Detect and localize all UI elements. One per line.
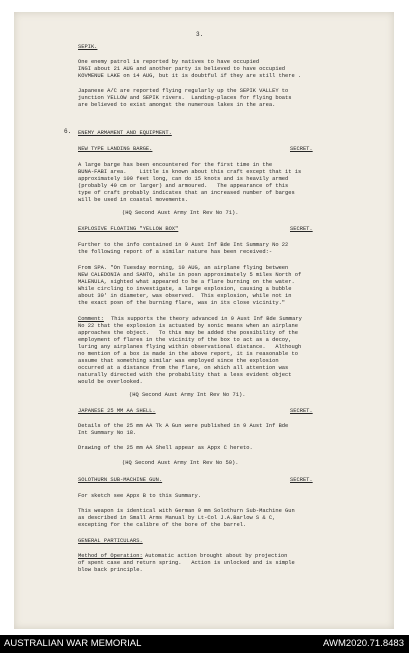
source-reference: (HQ Second Aust Army Int Rev No 71).: [122, 210, 239, 216]
source-reference: (HQ Second Aust Army Int Rev No 71).: [129, 392, 246, 398]
comment-line: would be overlooked.: [78, 379, 143, 385]
classification-badge: SECRET.: [290, 477, 313, 483]
page-number: 3.: [196, 31, 204, 38]
comment-line: luring any airplanes flying within observational distance. Although: [78, 344, 302, 350]
heading-explosive-box: EXPLOSIVE FLOATING "YELLOW BOX": [78, 226, 179, 232]
solothurn-line: excepting for the calibre of the bore of the barrel.: [78, 522, 247, 528]
quote-line: NEW CALEDONIA and SANTO, while in posn approximately 5 miles North of: [78, 272, 302, 278]
barge-line: approximately 100 feet long, can do 15 knots and is heavily armed: [78, 176, 289, 182]
quote-line: From SPA. "On Tuesday morning, 10 AUG, an airplane flying between: [78, 265, 289, 271]
comment-line: No 22 that the explosion is actuated by sonic means when an airplane: [78, 323, 298, 329]
sepik-line: One enemy patrol is reported by natives to have occupied: [78, 59, 260, 65]
quote-line: MALENULA, sighted what appeared to be a flare burning on the water.: [78, 279, 295, 285]
heading-sepik: SEPIK.: [78, 44, 98, 50]
sepik-line: junction YELLOW and SEPIK rivers. Landing-places for flying boats: [78, 95, 292, 101]
document-body: [14, 12, 394, 629]
classification-badge: SECRET.: [290, 226, 313, 232]
sepik-line: INGI about 21 AUG and another party is believed to have occupied: [78, 66, 286, 72]
classification-badge: SECRET.: [290, 146, 313, 152]
quote-line: the exact posn of the burning flare, was in its close vicinity.": [78, 300, 286, 306]
barge-line: (probably 40 cm or larger) and armoured. The appearance of this: [78, 183, 289, 189]
sepik-line: Japanese A/C are reported flying regularly up the SEPIK VALLEY to: [78, 88, 289, 94]
footer-accession-number: AWM2020.71.8483: [323, 638, 404, 649]
sepik-line: are believed to exist amongst the numerous lakes in the area.: [78, 102, 276, 108]
method-line: Automatic action brought about by projection: [145, 553, 288, 559]
explosive-line: Further to the info contained in 9 Aust Inf Bde Int Summary No 22: [78, 242, 289, 248]
comment-line: assume that something similar was employed since the explosion: [78, 358, 279, 364]
quote-line: While circling to investigate, a large explosion, causing a bubble: [78, 286, 292, 292]
method-line: of spent case and return spring. Action is unlocked and is simple: [78, 560, 295, 566]
source-reference: (HQ Second Aust Army Int Rev No 50).: [122, 460, 239, 466]
solothurn-line: This weapon is identical with German 9 mm Solothurn Sub-Machine Gun: [78, 508, 295, 514]
sepik-line: KOVMENUE LAKE on 14 AUG, but it is doubtful if they are still there .: [78, 73, 302, 79]
quote-line: about 30' in diameter, was observed. This explosion, while not in: [78, 293, 292, 299]
barge-line: BUNA-FABI area. Little is known about this craft except that it is: [78, 169, 302, 175]
method-label: Method of Operation:: [78, 553, 143, 559]
comment-label: Comment:: [78, 316, 104, 322]
heading-solothurn: SOLOTHURN SUB-MACHINE GUN.: [78, 477, 163, 483]
barge-line: A large barge has been encountered for the first time in the: [78, 162, 273, 168]
comment-line: employment of flares in the vicinity of the box to act as a decoy,: [78, 337, 292, 343]
footer-bar: [0, 635, 409, 653]
barge-line: type of craft probably indicates that an increased number of barges: [78, 190, 295, 196]
solothurn-sketch-note: For sketch see Appx B to this Summary.: [78, 493, 201, 499]
solothurn-line: as described in Small Arms Manual by Lt-Col J.A.Barlow S & C,: [78, 515, 276, 521]
comment-line: This supports the theory advanced in 9 Aust Inf Bde Summary: [111, 316, 302, 322]
classification-badge: SECRET.: [290, 408, 313, 414]
aa-shell-drawing-note: Drawing of the 25 mm AA Shell appear as Appx C hereto.: [78, 445, 253, 451]
comment-line: occurred at a distance from the flare, on which all attention was: [78, 365, 289, 371]
barge-line: will be used in coastal movements.: [78, 197, 188, 203]
heading-general-particulars: GENERAL PARTICULARS.: [78, 538, 143, 544]
heading-aa-shell: JAPANESE 25 MM AA SHELL.: [78, 408, 156, 414]
comment-line: no mention of a box is made in the above report, it is reasonable to: [78, 351, 298, 357]
heading-landing-barge: NEW TYPE LANDING BARGE.: [78, 146, 153, 152]
document-page: [14, 12, 394, 629]
heading-enemy-armament: ENEMY ARMAMENT AND EQUIPMENT.: [78, 130, 172, 136]
aa-shell-line: Int Summary No 18.: [78, 430, 137, 436]
method-line: blow back principle.: [78, 567, 143, 573]
comment-line: approaches the object. To this may be added the possibility of the: [78, 330, 298, 336]
footer-institution: AUSTRALIAN WAR MEMORIAL: [4, 638, 142, 649]
explosive-line: the following report of a similar nature has been received:-: [78, 249, 273, 255]
aa-shell-line: Details of the 25 mm AA Tk A Gun were published in 9 Aust Inf Bde: [78, 423, 289, 429]
comment-line: naturally directed with the probability that a less evident object: [78, 372, 292, 378]
section-number: 6.: [64, 128, 72, 135]
